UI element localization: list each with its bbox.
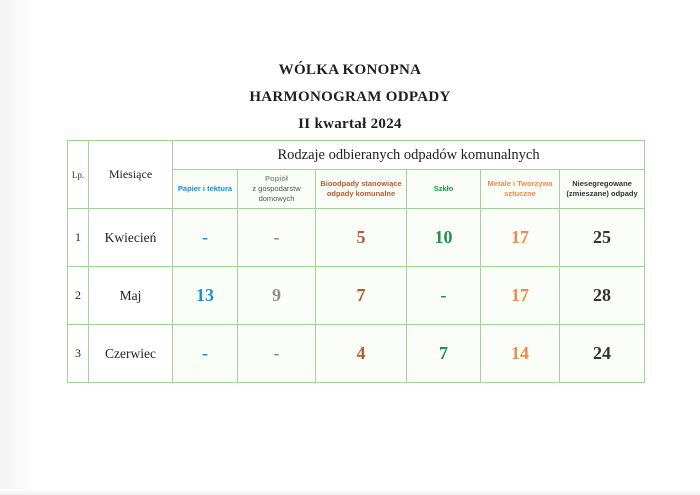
row-number: 1 xyxy=(68,209,89,267)
value-metal-plastic: 17 xyxy=(481,267,560,325)
category-glass xyxy=(407,170,481,209)
value-ash: - xyxy=(238,325,316,383)
value-mixed: 28 xyxy=(560,267,645,325)
document-title-quarter: II kwartał 2024 xyxy=(298,116,402,132)
document-title-location: WÓLKA KONOPNA xyxy=(278,62,422,78)
month-cell: Czerwiec xyxy=(89,325,173,383)
value-glass: - xyxy=(407,267,481,325)
value-metal-plastic: 14 xyxy=(481,325,560,383)
category-mixed xyxy=(560,170,645,209)
month-cell: Maj xyxy=(89,267,173,325)
category-label: Metale i Tworzywa sztuczne xyxy=(487,179,553,198)
month-cell: Kwiecień xyxy=(89,209,173,267)
value-bio: 5 xyxy=(316,209,407,267)
value-bio: 7 xyxy=(316,267,407,325)
month-header: Miesiące xyxy=(89,141,173,209)
value-glass: 7 xyxy=(407,325,481,383)
scan-bottom-edge xyxy=(0,489,700,495)
value-metal-plastic: 17 xyxy=(481,209,560,267)
row-number: 3 xyxy=(68,325,89,383)
category-metal-plastic xyxy=(481,170,560,209)
row-number: 2 xyxy=(68,267,89,325)
value-mixed: 25 xyxy=(560,209,645,267)
table-row xyxy=(68,209,645,267)
value-paper: 13 xyxy=(173,267,238,325)
category-sublabel: z gospodarstw domowych xyxy=(252,184,301,203)
document-title-schedule: HARMONOGRAM ODPADY xyxy=(249,89,451,105)
value-bio: 4 xyxy=(316,325,407,383)
table-header-row xyxy=(68,141,645,170)
category-label: Niesegregowane (zmieszane) odpady xyxy=(566,179,638,198)
table-row xyxy=(68,267,645,325)
category-label: Popiół xyxy=(265,174,288,184)
lp-header: Lp. xyxy=(68,141,89,209)
value-ash: - xyxy=(238,209,316,267)
category-label: Szkło xyxy=(433,184,454,194)
category-label: Bioodpady stanowiące odpady komunalne xyxy=(320,179,402,198)
waste-schedule-table xyxy=(67,140,645,383)
value-mixed: 24 xyxy=(560,325,645,383)
value-paper: - xyxy=(173,325,238,383)
category-label: Papier i tektura xyxy=(177,184,233,194)
category-bio xyxy=(316,170,407,209)
value-glass: 10 xyxy=(407,209,481,267)
value-paper: - xyxy=(173,209,238,267)
value-ash: 9 xyxy=(238,267,316,325)
table-row xyxy=(68,325,645,383)
category-paper xyxy=(173,170,238,209)
category-ash xyxy=(238,170,316,209)
waste-types-header: Rodzaje odbieranych odpadów komunalnych xyxy=(173,141,645,170)
